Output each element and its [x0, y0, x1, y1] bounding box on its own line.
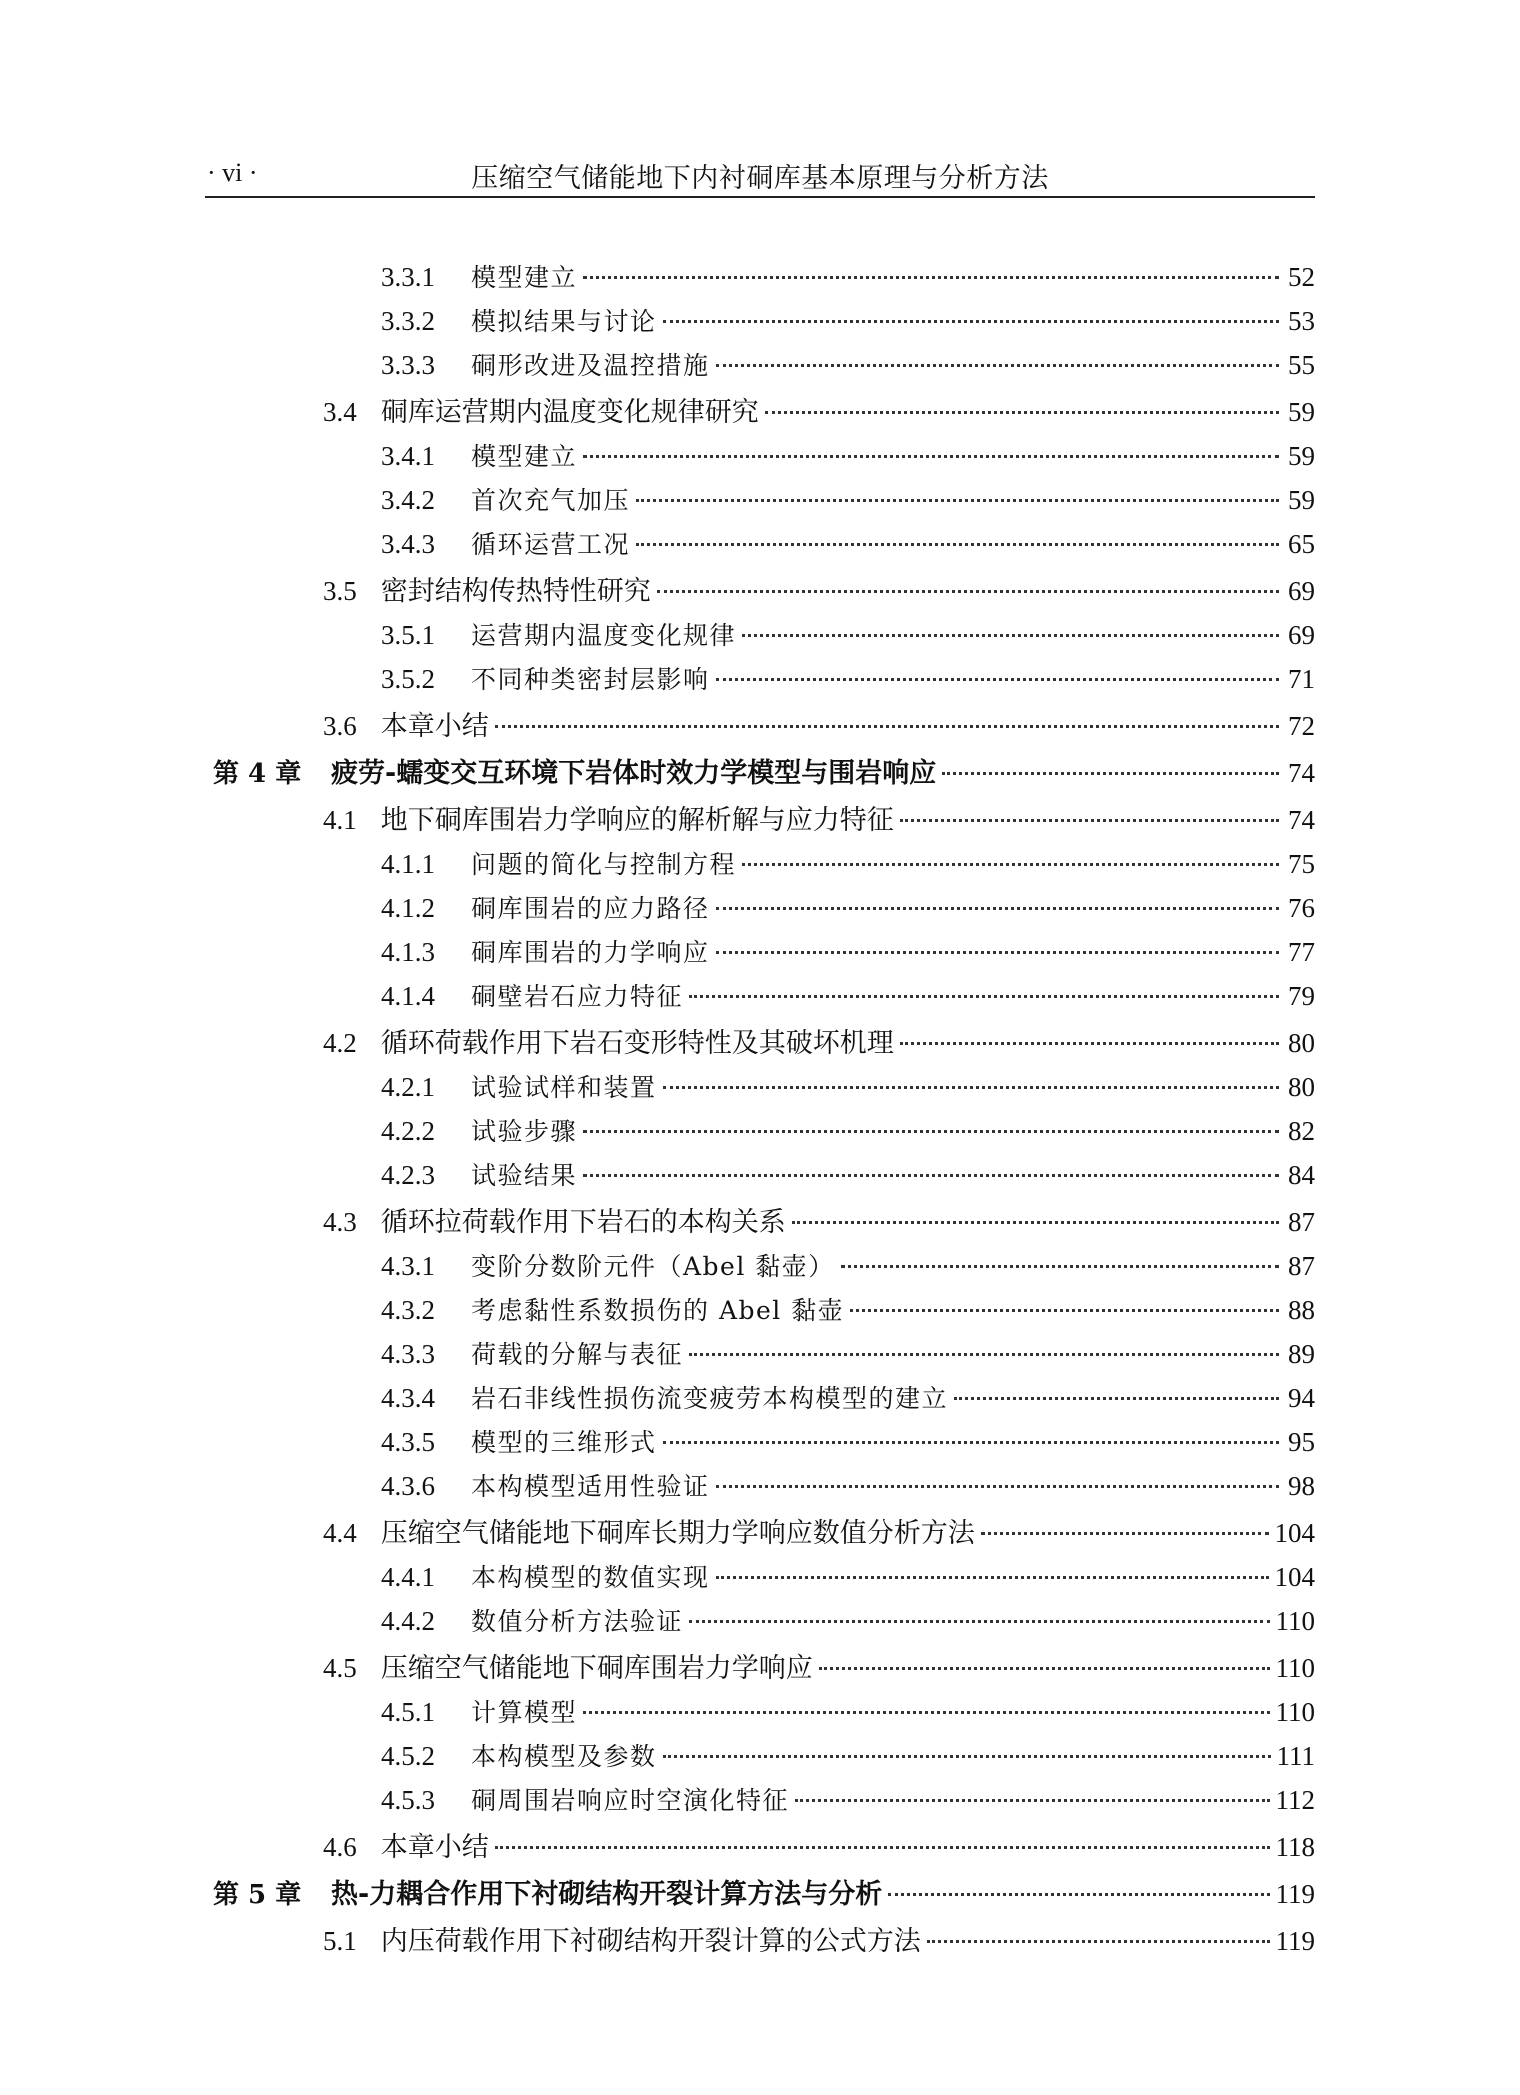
dot-leader: [981, 1532, 1269, 1535]
toc-entry-number: 4.2: [323, 1028, 357, 1058]
toc-entry-number: 4.1: [323, 805, 357, 835]
toc-entry-page: 111: [1276, 1741, 1315, 1771]
toc-entry-title: 硐库围岩的力学响应: [471, 938, 710, 967]
toc-entry-number: 3.4: [323, 397, 357, 427]
dot-leader: [716, 364, 1279, 367]
toc-entry-number: 第 5 章: [213, 1880, 302, 1910]
toc-entry-page: 74: [1288, 758, 1315, 788]
toc-entry[interactable]: [205, 1156, 1315, 1200]
toc-entry[interactable]: [205, 845, 1315, 889]
toc-entry-page: 71: [1288, 664, 1315, 694]
dot-leader: [819, 1667, 1270, 1670]
toc-entry-number: 4.3.6: [381, 1471, 435, 1501]
toc-entry[interactable]: [205, 569, 1315, 616]
toc-entry[interactable]: [205, 1247, 1315, 1291]
toc-entry-page: 74: [1288, 805, 1315, 835]
toc-entry-title: 循环荷载作用下岩石变形特性及其破坏机理: [380, 1028, 894, 1059]
toc-entry-title: 模拟结果与讨论: [471, 307, 657, 336]
toc-entry-number: 4.4: [323, 1518, 357, 1548]
toc-entry[interactable]: [205, 1825, 1315, 1872]
dot-leader: [850, 1309, 1279, 1312]
toc-entry-title: 循环运营工况: [471, 530, 631, 559]
toc-entry-page: 79: [1288, 981, 1315, 1011]
toc-entry-page: 94: [1288, 1383, 1315, 1413]
toc-entry-title: 硐库围岩的应力路径: [471, 894, 710, 923]
running-header: [205, 148, 1315, 198]
dot-leader: [716, 1576, 1269, 1579]
toc-entry-page: 88: [1288, 1295, 1315, 1325]
dot-leader: [742, 634, 1279, 637]
toc-entry-page: 59: [1288, 397, 1315, 427]
toc-entry-title: 试验步骤: [471, 1117, 578, 1146]
dot-leader: [716, 907, 1279, 910]
toc-entry-page: 119: [1275, 1926, 1315, 1956]
dot-leader: [583, 1711, 1269, 1714]
toc-entry[interactable]: [205, 1379, 1315, 1423]
toc-entry-title: 硐形改进及温控措施: [471, 351, 710, 380]
toc-entry-page: 98: [1288, 1471, 1315, 1501]
toc-entry-number: 4.3: [323, 1207, 357, 1237]
dot-leader: [927, 1940, 1270, 1943]
toc-entry[interactable]: [205, 346, 1315, 390]
dot-leader: [954, 1397, 1279, 1400]
toc-entry-page: 80: [1288, 1072, 1315, 1102]
toc-entry[interactable]: [205, 1423, 1315, 1467]
toc-entry[interactable]: [205, 704, 1315, 751]
toc-entry-title: 不同种类密封层影响: [471, 665, 710, 694]
dot-leader: [583, 276, 1279, 279]
toc-entry-page: 119: [1275, 1879, 1315, 1909]
toc-entry[interactable]: [205, 1467, 1315, 1511]
toc-entry[interactable]: [205, 1021, 1315, 1068]
toc-entry-page: 55: [1288, 350, 1315, 380]
toc-entry-title: 热-力耦合作用下衬砌结构开裂计算方法与分析: [331, 1879, 883, 1910]
toc-entry-page: 59: [1288, 441, 1315, 471]
dot-leader: [900, 819, 1279, 822]
dot-leader: [888, 1893, 1269, 1896]
toc-entry-page: 65: [1288, 529, 1315, 559]
toc-entry-title: 岩石非线性损伤流变疲劳本构模型的建立: [471, 1384, 949, 1413]
toc-entry-page: 84: [1288, 1160, 1315, 1190]
toc-entry-title: 地下硐库围岩力学响应的解析解与应力特征: [380, 805, 894, 836]
toc-entry-page: 69: [1288, 620, 1315, 650]
toc-entry-page: 77: [1288, 937, 1315, 967]
toc-entry-title: 内压荷载作用下衬砌结构开裂计算的公式方法: [380, 1926, 921, 1957]
toc-entry-page: 89: [1288, 1339, 1315, 1369]
dot-leader: [495, 1846, 1270, 1849]
toc-entry-number: 4.5.3: [381, 1785, 435, 1815]
toc-entry-page: 53: [1288, 306, 1315, 336]
dot-leader: [716, 951, 1279, 954]
dot-leader: [663, 1755, 1271, 1758]
dot-leader: [689, 1620, 1269, 1623]
toc-entry-title: 问题的简化与控制方程: [471, 850, 737, 879]
toc-entry[interactable]: [205, 1335, 1315, 1379]
toc-entry-page: 87: [1288, 1207, 1315, 1237]
toc-entry-number: 4.2.2: [381, 1116, 435, 1146]
toc-entry[interactable]: [205, 798, 1315, 845]
toc-entry-title: 压缩空气储能地下硐库围岩力学响应: [380, 1653, 813, 1684]
toc-entry-number: 3.4.2: [381, 485, 435, 515]
toc-entry-number: 4.1.2: [381, 893, 435, 923]
toc-entry-page: 80: [1288, 1028, 1315, 1058]
dot-leader: [716, 678, 1279, 681]
toc-entry-number: 3.4.1: [381, 441, 435, 471]
toc-entry-title: 本构模型的数值实现: [471, 1563, 710, 1592]
toc-entry-title: 疲劳-蠕变交互环境下岩体时效力学模型与围岩响应: [331, 758, 937, 789]
dot-leader: [495, 725, 1279, 728]
toc-entry-title: 试验结果: [471, 1161, 578, 1190]
dot-leader: [636, 543, 1279, 546]
dot-leader: [583, 455, 1279, 458]
toc-entry[interactable]: [205, 660, 1315, 704]
toc-entry-page: 118: [1275, 1832, 1315, 1862]
toc-entry-number: 4.2.3: [381, 1160, 435, 1190]
toc-entry-number: 3.5.1: [381, 620, 435, 650]
toc-entry[interactable]: [205, 302, 1315, 346]
toc-entry[interactable]: [205, 1291, 1315, 1335]
toc-entry-title: 压缩空气储能地下硐库长期力学响应数值分析方法: [380, 1518, 975, 1549]
toc-entry-title: 模型的三维形式: [471, 1428, 657, 1457]
dot-leader: [583, 1174, 1279, 1177]
toc-entry-page: 82: [1288, 1116, 1315, 1146]
toc-entry[interactable]: [205, 390, 1315, 437]
toc-entry-number: 4.3.1: [381, 1251, 435, 1281]
toc-entry-title: 本构模型适用性验证: [471, 1472, 710, 1501]
dot-leader: [583, 1130, 1279, 1133]
toc-entry-title: 本章小结: [380, 711, 489, 742]
toc-entry-number: 4.3.5: [381, 1427, 435, 1457]
dot-leader: [765, 411, 1279, 414]
header-book-title: 压缩空气储能地下内衬硐库基本原理与分析方法: [471, 163, 1049, 194]
dot-leader: [636, 499, 1279, 502]
dot-leader: [942, 772, 1279, 775]
toc-entry-number: 4.3.4: [381, 1383, 435, 1413]
toc-entry-number: 4.1.1: [381, 849, 435, 879]
dot-leader: [841, 1265, 1279, 1268]
toc-entry-title: 计算模型: [471, 1698, 578, 1727]
dot-leader: [795, 1799, 1269, 1802]
toc-entry-title: 变阶分数阶元件（Abel 黏壶）: [471, 1252, 835, 1281]
toc-entry[interactable]: [205, 1872, 1315, 1919]
toc-entry-number: 4.5: [323, 1653, 357, 1683]
dot-leader: [716, 1485, 1279, 1488]
toc-entry[interactable]: [205, 889, 1315, 933]
toc-entry-page: 95: [1288, 1427, 1315, 1457]
toc-entry-title: 本构模型及参数: [471, 1742, 657, 1771]
dot-leader: [689, 995, 1279, 998]
dot-leader: [663, 320, 1279, 323]
dot-leader: [657, 590, 1279, 593]
toc-entry-title: 硐壁岩石应力特征: [471, 982, 684, 1011]
toc-entry-title: 硐库运营期内温度变化规律研究: [380, 397, 759, 428]
toc-entry-page: 75: [1288, 849, 1315, 879]
toc-entry-number: 4.3.3: [381, 1339, 435, 1369]
toc-entry-number: 4.1.4: [381, 981, 435, 1011]
toc-entry-number: 3.5: [323, 576, 357, 606]
toc-entry-number: 3.3.3: [381, 350, 435, 380]
toc-entry[interactable]: [205, 1200, 1315, 1247]
toc-entry-page: 112: [1275, 1785, 1315, 1815]
toc-entry[interactable]: [205, 1693, 1315, 1737]
dot-leader: [663, 1441, 1279, 1444]
toc-entry-page: 72: [1288, 711, 1315, 741]
toc-entry-number: 4.3.2: [381, 1295, 435, 1325]
toc-entry-page: 110: [1275, 1697, 1315, 1727]
toc-entry-number: 4.1.3: [381, 937, 435, 967]
dot-leader: [689, 1353, 1279, 1356]
toc-entry-page: 76: [1288, 893, 1315, 923]
toc-entry-number: 3.5.2: [381, 664, 435, 694]
toc-entry-title: 密封结构传热特性研究: [380, 576, 651, 607]
toc-entry-number: 3.3.1: [381, 262, 435, 292]
toc-entry[interactable]: [205, 1112, 1315, 1156]
toc-entry[interactable]: [205, 1919, 1315, 1966]
table-of-contents: [205, 258, 1315, 1966]
toc-entry-title: 循环拉荷载作用下岩石的本构关系: [380, 1207, 786, 1238]
toc-entry-number: 5.1: [323, 1926, 357, 1956]
toc-entry[interactable]: [205, 1558, 1315, 1602]
dot-leader: [900, 1042, 1279, 1045]
toc-entry[interactable]: [205, 616, 1315, 660]
toc-entry[interactable]: [205, 977, 1315, 1021]
toc-entry-title: 数值分析方法验证: [471, 1607, 684, 1636]
toc-entry[interactable]: [205, 525, 1315, 569]
toc-entry[interactable]: [205, 751, 1315, 798]
toc-entry-number: 4.6: [323, 1832, 357, 1862]
toc-entry-page: 110: [1275, 1606, 1315, 1636]
toc-entry-title: 首次充气加压: [471, 486, 631, 515]
toc-entry-title: 荷载的分解与表征: [471, 1340, 684, 1369]
toc-entry[interactable]: [205, 1646, 1315, 1693]
toc-entry-number: 3.6: [323, 711, 357, 741]
toc-entry-number: 3.4.3: [381, 529, 435, 559]
toc-entry-title: 模型建立: [471, 442, 578, 471]
toc-entry-number: 4.4.1: [381, 1562, 435, 1592]
toc-entry-title: 硐周围岩响应时空演化特征: [471, 1786, 790, 1815]
toc-entry[interactable]: [205, 1737, 1315, 1781]
toc-entry-number: 4.2.1: [381, 1072, 435, 1102]
toc-entry-number: 4.5.1: [381, 1697, 435, 1727]
toc-entry-number: 第 4 章: [213, 759, 302, 789]
toc-entry-title: 模型建立: [471, 263, 578, 292]
toc-entry-title: 运营期内温度变化规律: [471, 621, 737, 650]
toc-entry[interactable]: [205, 933, 1315, 977]
toc-entry[interactable]: [205, 481, 1315, 525]
toc-entry-title: 本章小结: [380, 1832, 489, 1863]
toc-entry[interactable]: [205, 1602, 1315, 1646]
toc-entry[interactable]: [205, 1511, 1315, 1558]
toc-entry-page: 104: [1274, 1562, 1315, 1592]
toc-entry-page: 87: [1288, 1251, 1315, 1281]
header-page-number: · vi ·: [207, 158, 258, 187]
toc-entry[interactable]: [205, 1068, 1315, 1112]
toc-entry-number: 3.3.2: [381, 306, 435, 336]
toc-entry-page: 104: [1274, 1518, 1315, 1548]
toc-entry-title: 试验试样和装置: [471, 1073, 657, 1102]
toc-entry-page: 59: [1288, 485, 1315, 515]
toc-entry-page: 69: [1288, 576, 1315, 606]
toc-entry-page: 52: [1288, 262, 1315, 292]
toc-entry-page: 110: [1275, 1653, 1315, 1683]
toc-entry-title: 考虑黏性系数损伤的 Abel 黏壶: [471, 1296, 845, 1325]
toc-entry[interactable]: [205, 258, 1315, 302]
toc-entry-number: 4.4.2: [381, 1606, 435, 1636]
dot-leader: [663, 1086, 1279, 1089]
dot-leader: [742, 863, 1279, 866]
toc-entry-number: 4.5.2: [381, 1741, 435, 1771]
toc-entry[interactable]: [205, 437, 1315, 481]
dot-leader: [792, 1221, 1279, 1224]
toc-entry[interactable]: [205, 1781, 1315, 1825]
